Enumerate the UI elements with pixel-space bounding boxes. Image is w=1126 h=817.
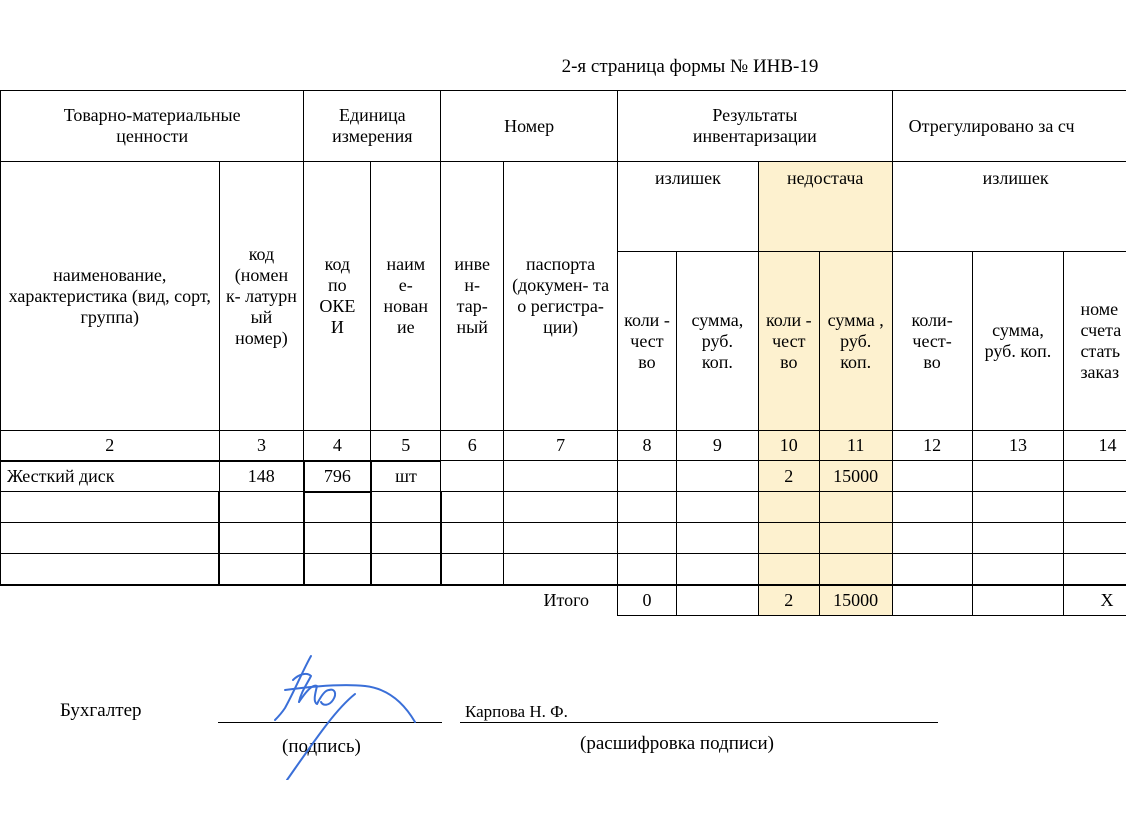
cell xyxy=(371,492,441,523)
cell xyxy=(819,492,892,523)
cell xyxy=(972,492,1064,523)
cell xyxy=(371,523,441,554)
cell xyxy=(758,523,819,554)
spacer xyxy=(1,585,220,616)
cell xyxy=(371,554,441,585)
spacer xyxy=(219,585,304,616)
table-row xyxy=(1,554,1126,585)
header-unit: Единица измерения xyxy=(304,91,441,162)
total-qty-shortage: 2 xyxy=(758,585,819,616)
header-settled: Отрегулировано за сч xyxy=(892,91,1126,162)
header-passport: паспорта (докумен- та о регистра- ции) xyxy=(504,162,618,431)
cell xyxy=(1064,461,1126,492)
header-surplus-settled: излишек xyxy=(892,162,1126,252)
cell xyxy=(819,523,892,554)
decode-line xyxy=(460,722,938,723)
header-number: Номер xyxy=(441,91,618,162)
cell xyxy=(676,492,758,523)
cell xyxy=(972,461,1064,492)
cell xyxy=(504,461,618,492)
cell xyxy=(304,554,371,585)
spacer xyxy=(371,585,441,616)
signer-name: Карпова Н. Ф. xyxy=(465,702,568,721)
cell-item-unit: шт xyxy=(371,461,441,492)
header-sum-11: сумма , руб. коп. xyxy=(819,252,892,431)
col-number: 5 xyxy=(371,431,441,461)
header-account-14: номе счета стать заказ xyxy=(1064,252,1126,431)
total-sum-settled xyxy=(972,585,1064,616)
cell xyxy=(1,554,220,585)
cell xyxy=(304,523,371,554)
header-inventory-no: инве н- тар- ный xyxy=(441,162,504,431)
cell xyxy=(1064,554,1126,585)
spacer xyxy=(441,585,504,616)
table-row xyxy=(1,492,1126,523)
page-title: 2-я страница формы № ИНВ-19 xyxy=(561,56,819,77)
cell xyxy=(618,461,677,492)
cell xyxy=(618,492,677,523)
signature-caption: (подпись) xyxy=(282,736,361,757)
header-qty-12: коли- чест- во xyxy=(892,252,972,431)
cell xyxy=(819,554,892,585)
total-qty-surplus: 0 xyxy=(618,585,677,616)
cell xyxy=(304,492,371,523)
handwritten-signature xyxy=(255,650,435,780)
cell-item-name: Жесткий диск xyxy=(1,461,220,492)
cell xyxy=(618,523,677,554)
cell xyxy=(504,523,618,554)
header-qty-10: коли - чест во xyxy=(758,252,819,431)
col-number: 12 xyxy=(892,431,972,461)
cell-sum-shortage: 15000 xyxy=(819,461,892,492)
header-results: Результаты инвентаризации xyxy=(618,91,893,162)
cell xyxy=(758,492,819,523)
col-number: 10 xyxy=(758,431,819,461)
cell xyxy=(1,523,220,554)
col-number: 13 xyxy=(972,431,1064,461)
cell xyxy=(972,554,1064,585)
col-number: 8 xyxy=(618,431,677,461)
inventory-table xyxy=(0,90,1126,616)
cell xyxy=(504,554,618,585)
cell-item-code: 148 xyxy=(219,461,304,492)
header-unit-name: наим е- нован ие xyxy=(371,162,441,431)
col-number: 14 xyxy=(1064,431,1126,461)
table-row xyxy=(1,523,1126,554)
signature-role: Бухгалтер xyxy=(60,700,142,721)
col-number: 7 xyxy=(504,431,618,461)
cell xyxy=(1,492,220,523)
cell xyxy=(676,461,758,492)
header-qty-8: коли - чест во xyxy=(618,252,677,431)
header-goods: Товарно-материальные ценности xyxy=(1,91,304,162)
cell xyxy=(618,554,677,585)
cell xyxy=(441,461,504,492)
total-qty-settled xyxy=(892,585,972,616)
cell xyxy=(676,523,758,554)
cell-item-okei: 796 xyxy=(304,461,371,492)
table-row xyxy=(1,461,1126,492)
total-account: Х xyxy=(1064,585,1126,616)
header-shortage: недостача xyxy=(758,162,892,252)
cell xyxy=(758,554,819,585)
header-name: наименование, характеристика (вид, сорт, группа) xyxy=(1,162,220,431)
total-sum-shortage: 15000 xyxy=(819,585,892,616)
cell xyxy=(892,523,972,554)
cell xyxy=(972,523,1064,554)
spacer xyxy=(304,585,371,616)
col-number: 2 xyxy=(1,431,220,461)
cell xyxy=(441,523,504,554)
cell xyxy=(892,554,972,585)
col-number: 9 xyxy=(676,431,758,461)
header-surplus: излишек xyxy=(618,162,759,252)
decode-caption: (расшифровка подписи) xyxy=(580,733,774,754)
cell xyxy=(441,554,504,585)
cell xyxy=(219,523,304,554)
cell xyxy=(504,492,618,523)
cell xyxy=(892,492,972,523)
header-sum-13: сумма, руб. коп. xyxy=(972,252,1064,431)
header-sum-9: сумма, руб. коп. xyxy=(676,252,758,431)
total-sum-surplus xyxy=(676,585,758,616)
cell xyxy=(219,492,304,523)
col-number: 11 xyxy=(819,431,892,461)
cell xyxy=(219,554,304,585)
col-number: 6 xyxy=(441,431,504,461)
col-number: 4 xyxy=(304,431,371,461)
cell xyxy=(892,461,972,492)
cell xyxy=(1064,523,1126,554)
cell xyxy=(441,492,504,523)
header-code: код (номен к- латурн ый номер) xyxy=(219,162,304,431)
col-number: 3 xyxy=(219,431,304,461)
header-okei: код по ОКЕ И xyxy=(304,162,371,431)
cell xyxy=(676,554,758,585)
totals-label: Итого xyxy=(543,590,590,610)
cell-qty-shortage: 2 xyxy=(758,461,819,492)
cell xyxy=(1064,492,1126,523)
totals-row xyxy=(1,585,1126,616)
